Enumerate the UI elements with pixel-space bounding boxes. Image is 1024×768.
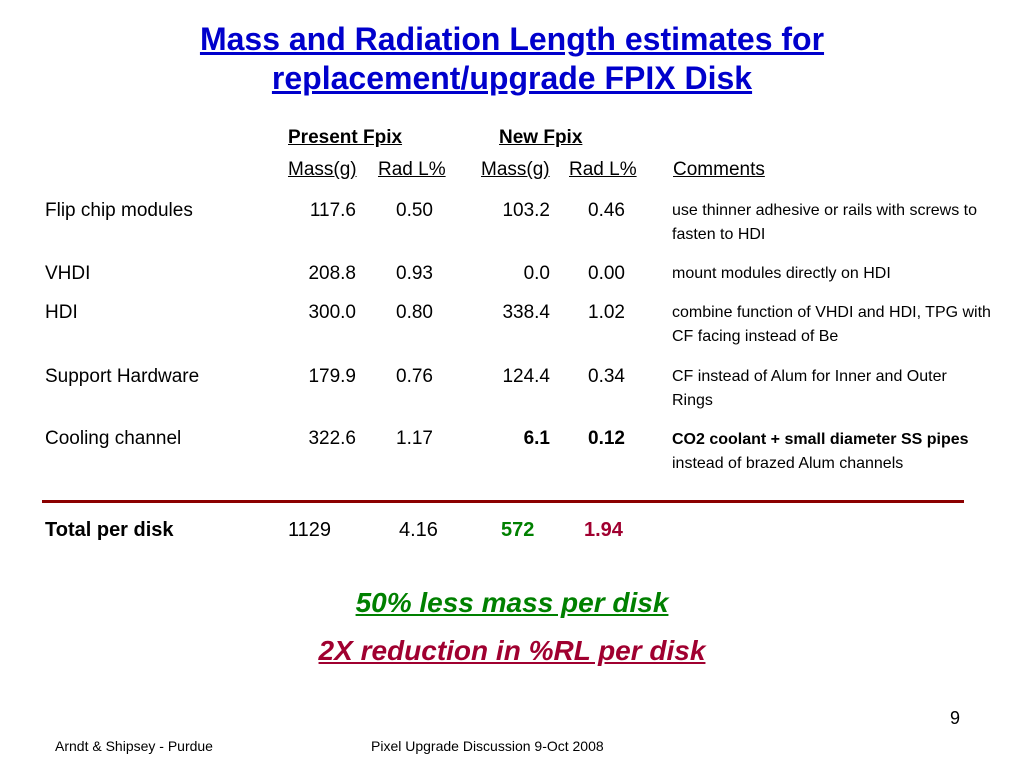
row-label: VHDI (45, 263, 91, 284)
present-rad-value: 0.80 (396, 302, 433, 323)
col-present-mass: Mass(g) (288, 159, 357, 180)
row-label: HDI (45, 302, 78, 323)
total-label: Total per disk (45, 519, 174, 541)
new-mass-value: 338.4 (502, 302, 550, 323)
header-new-fpix: New Fpix (499, 127, 583, 148)
new-rad-value: 0.34 (588, 366, 625, 387)
total-present-rad: 4.16 (399, 519, 438, 541)
row-label: Support Hardware (45, 366, 200, 387)
present-mass-value: 300.0 (308, 302, 356, 323)
row-comment: mount modules directly on HDI (672, 265, 891, 282)
col-comments: Comments (673, 159, 765, 180)
present-mass-value: 208.8 (308, 263, 356, 284)
new-mass-value: 6.1 (523, 428, 550, 449)
footer-authors: Arndt & Shipsey - Purdue (55, 738, 213, 754)
present-mass-value: 322.6 (308, 428, 356, 449)
total-present-mass: 1129 (288, 519, 332, 541)
present-rad-value: 0.50 (396, 200, 433, 221)
header-present-fpix: Present Fpix (288, 127, 403, 148)
present-rad-value: 0.93 (396, 263, 433, 284)
col-new-rad: Rad L% (569, 159, 637, 180)
new-mass-value: 0.0 (523, 263, 550, 284)
slide-title (0, 20, 1024, 98)
total-new-mass: 572 (501, 519, 535, 541)
new-rad-value: 0.12 (588, 428, 625, 449)
row-comment: combine function of VHDI and HDI, TPG with CF facing instead of Be (672, 304, 991, 345)
table-rule (42, 500, 964, 503)
comment-rest-part: instead of brazed Alum channels (672, 455, 904, 472)
new-mass-value: 124.4 (502, 366, 550, 387)
summary-rad: 2X reduction in %RL per disk (318, 635, 706, 666)
present-mass-value: 117.6 (309, 200, 356, 221)
total-new-rad: 1.94 (584, 519, 623, 541)
summary-mass: 50% less mass per disk (355, 587, 669, 618)
footer-event: Pixel Upgrade Discussion 9-Oct 2008 (371, 738, 604, 754)
row-label: Flip chip modules (45, 200, 193, 221)
present-rad-value: 1.17 (396, 428, 433, 449)
row-label: Cooling channel (45, 428, 182, 449)
present-rad-value: 0.76 (396, 366, 433, 387)
row-comment (672, 428, 992, 476)
title-line-1: Mass and Radiation Length estimates for (199, 21, 825, 57)
row-comment: CF instead of Alum for Inner and Outer Rings (672, 368, 947, 409)
row-comment: use thinner adhesive or rails with screws to fasten to HDI (672, 202, 978, 243)
new-rad-value: 1.02 (588, 302, 625, 323)
new-rad-value: 0.46 (588, 200, 625, 221)
col-present-rad: Rad L% (378, 159, 446, 180)
present-mass-value: 179.9 (308, 366, 356, 387)
page-number: 9 (950, 708, 961, 728)
new-mass-value: 103.2 (502, 200, 550, 221)
title-line-2: replacement/upgrade FPIX Disk (271, 60, 753, 96)
new-rad-value: 0.00 (588, 263, 625, 284)
col-new-mass: Mass(g) (481, 159, 550, 180)
comment-bold-part: CO2 coolant + small diameter SS pipes (672, 431, 969, 448)
